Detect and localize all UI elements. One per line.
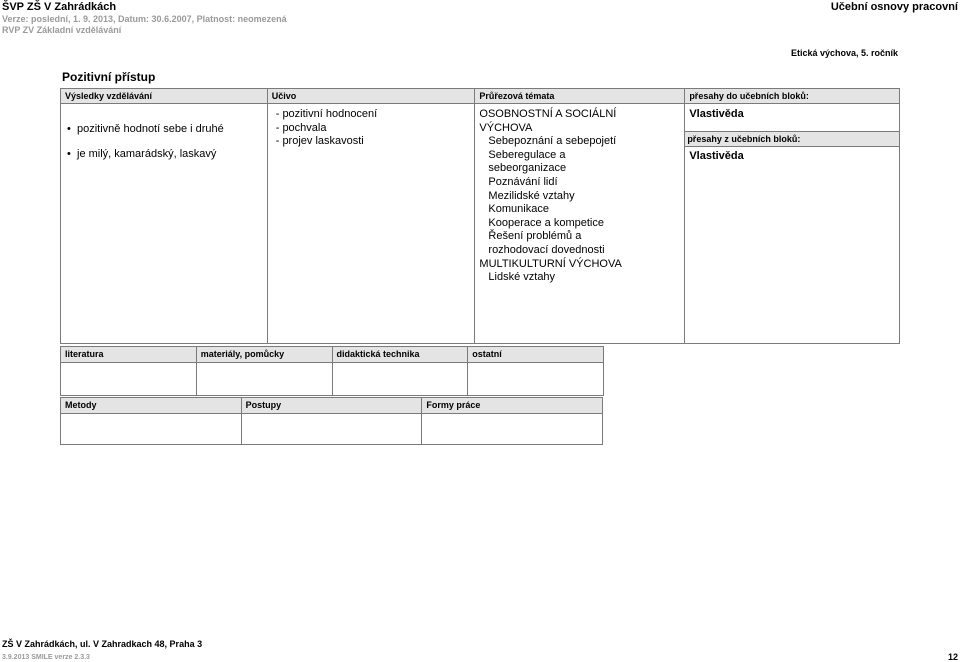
subject-grade: Etická výchova, 5. ročník	[790, 48, 898, 58]
theme-item: Poznávání lidí	[488, 175, 558, 188]
curriculum-table	[60, 88, 900, 344]
header-methods: Metody	[61, 398, 242, 414]
header-other: ostatní	[468, 347, 604, 363]
header-literature: literatura	[61, 347, 197, 363]
theme-item: Mezilidské vztahy	[488, 189, 575, 202]
theme-item: Kooperace a kompetice	[488, 216, 604, 229]
header-didactic-tech: didaktická technika	[332, 347, 468, 363]
work-forms-cell	[422, 414, 603, 445]
themes-cell	[475, 104, 685, 344]
header-overlap-from: přesahy z učebních bloků:	[684, 131, 900, 147]
overlaps-cell	[685, 104, 900, 344]
header-themes: Průřezová témata	[475, 89, 685, 104]
bullet-icon: •	[67, 147, 71, 160]
theme-item: Seberegulace a sebeorganizace	[488, 148, 567, 175]
overlap-to-subject: Vlastivěda	[689, 108, 744, 120]
theme-item: Komunikace	[488, 203, 549, 216]
outcomes-cell	[61, 104, 268, 344]
section-title: Pozitivní přístup	[62, 70, 156, 84]
didactic-tech-cell	[332, 363, 468, 396]
outcome-item: • pozitivně hodnotí sebe i druhé	[67, 123, 224, 135]
content-item: - pochvala	[275, 121, 327, 134]
methods-table	[60, 397, 603, 445]
footer-address: ZŠ V Zahrádkách, ul. V Zahradkach 48, Praha 3	[2, 639, 203, 649]
content-item: - projev laskavosti	[275, 135, 364, 148]
theme-item: Řešení problémů a rozhodovací dovednosti	[488, 230, 605, 256]
header-overlap-to: přesahy do učebních bloků:	[685, 89, 900, 104]
bullet-icon: •	[67, 123, 71, 135]
header-content: Učivo	[267, 89, 475, 104]
document-type: Učební osnovy pracovní	[830, 1, 958, 13]
methods-cell	[61, 414, 242, 445]
header-procedures: Postupy	[241, 398, 422, 414]
overlap-from-subject: Vlastivěda	[689, 150, 744, 162]
theme-item: Sebepoznání a sebepojetí	[488, 135, 617, 148]
procedures-cell	[241, 414, 422, 445]
other-cell	[468, 363, 604, 396]
header-outcomes: Výsledky vzdělávání	[61, 89, 268, 104]
header-work-forms: Formy práce	[422, 398, 603, 414]
theme-item: Lidské vztahy	[488, 271, 556, 284]
theme-heading: OSOBNOSTNÍ A SOCIÁLNÍ VÝCHOVA	[479, 108, 617, 134]
content-cell	[267, 104, 475, 344]
school-title: ŠVP ZŠ V Zahrádkách	[2, 1, 117, 13]
rvp-line: RVP ZV Základní vzdělávání	[2, 25, 122, 35]
version-line: Verze: poslední, 1. 9. 2013, Datum: 30.6.2007, Platnost: neomezená	[2, 14, 287, 24]
header-materials: materiály, pomůcky	[196, 347, 332, 363]
page-number: 12	[947, 652, 958, 662]
materials-cell	[196, 363, 332, 396]
literature-cell	[61, 363, 197, 396]
resources-table	[60, 346, 604, 396]
outcome-item: • je milý, kamarádský, laskavý	[67, 147, 217, 160]
footer-version: 3.9.2013 SMILE verze 2.3.3	[2, 654, 90, 661]
content-item: - pozitivní hodnocení	[275, 108, 378, 120]
theme-heading: MULTIKULTURNÍ VÝCHOVA	[479, 257, 622, 270]
